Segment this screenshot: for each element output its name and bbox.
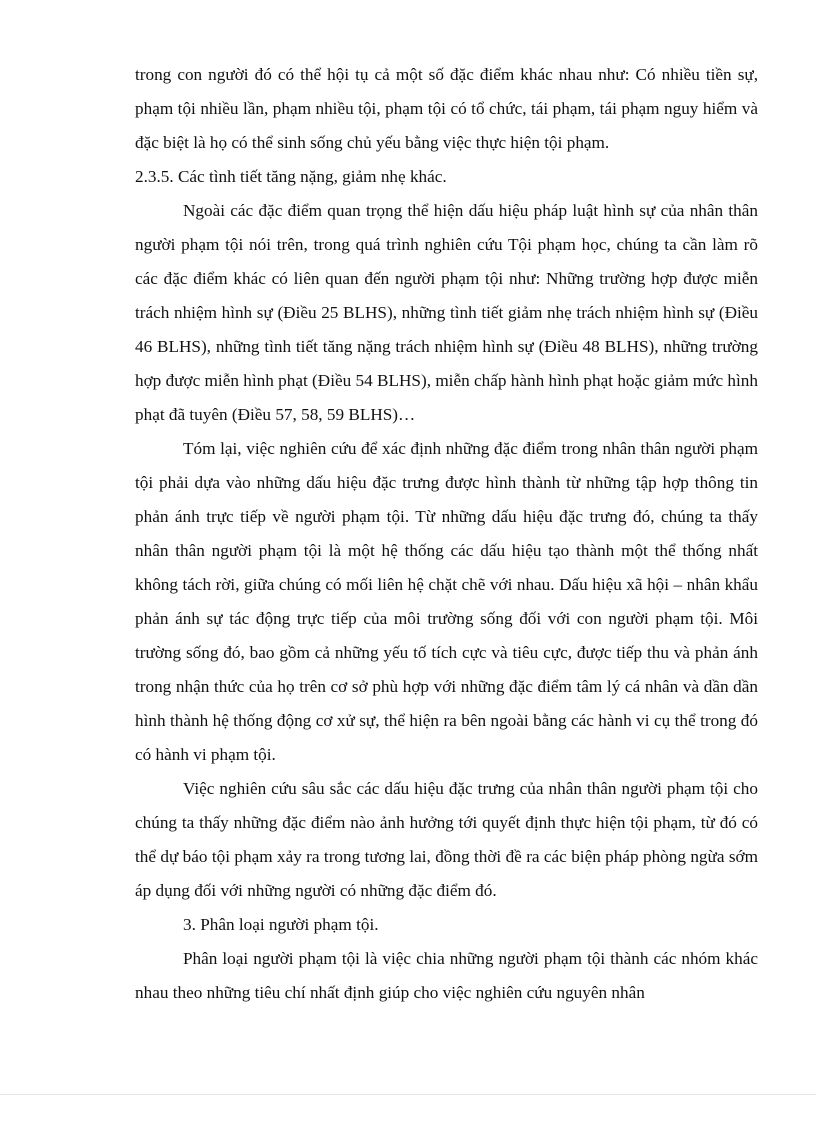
section-heading-2-3-5: 2.3.5. Các tình tiết tăng nặng, giảm nhẹ khác. <box>135 167 447 186</box>
page-bottom-divider <box>0 1094 816 1095</box>
paragraph-classification: Phân loại người phạm tội là việc chia những người phạm tội thành các nhóm khác nhau theo những tiêu chí nhất định giúp cho việc nghiên cứu nguyên nhân <box>135 949 758 1002</box>
section-heading-3: 3. Phân loại người phạm tội. <box>183 915 379 934</box>
paragraph-other-characteristics: Ngoài các đặc điểm quan trọng thể hiện dấu hiệu pháp luật hình sự của nhân thân người phạm tội nói trên, trong quá trình nghiên cứu Tội phạm học, chúng ta cần làm rõ các đặc điểm khác có liên quan đến người phạm tội như: Những trường hợp được miễn trách nhiệm hình sự (Điều 25 BLHS), những tình tiết giảm nhẹ trách nhiệm hình sự (Điều 46 BLHS), những tình tiết tăng nặng trách nhiệm hình sự (Điều 48 BLHS), những trường hợp được miễn hình phạt (Điều 54 BLHS), miễn chấp hành hình phạt hoặc giảm mức hình phạt đã tuyên (Điều 57, 58, 59 BLHS)… <box>135 201 758 424</box>
paragraph-research-significance: Việc nghiên cứu sâu sắc các dấu hiệu đặc trưng của nhân thân người phạm tội cho chúng ta thấy những đặc điểm nào ảnh hưởng tới quyết định thực hiện tội phạm, từ đó có thể dự báo tội phạm xảy ra trong tương lai, đồng thời đề ra các biện pháp phòng ngừa sớm áp dụng đối với những người có những đặc điểm đó. <box>135 779 758 900</box>
paragraph-summary: Tóm lại, việc nghiên cứu để xác định những đặc điểm trong nhân thân người phạm tội phải dựa vào những dấu hiệu đặc trưng được hình thành từ những tập hợp thông tin phản ánh trực tiếp về người phạm tội. Từ những dấu hiệu đặc trưng đó, chúng ta thấy nhân thân người phạm tội là một hệ thống các dấu hiệu tạo thành một thể thống nhất không tách rời, giữa chúng có mối liên hệ chặt chẽ với nhau. Dấu hiệu xã hội – nhân khẩu phản ánh sự tác động trực tiếp của môi trường sống đối với con người phạm tội. Môi trường sống đó, bao gồm cả những yếu tố tích cực và tiêu cực, được tiếp thu và phản ánh trong nhận thức của họ trên cơ sở phù hợp với những đặc điểm tâm lý cá nhân và dần dần hình thành hệ thống động cơ xử sự, thể hiện ra bên ngoài bằng các hành vi cụ thể trong đó có hành vi phạm tội. <box>135 439 758 764</box>
paragraph-continuation: trong con người đó có thể hội tụ cả một số đặc điểm khác nhau như: Có nhiều tiền sự, phạm tội nhiều lần, phạm nhiều tội, phạm tội có tổ chức, tái phạm, tái phạm nguy hiểm và đặc biệt là họ có thể sinh sống chủ yếu bằng việc thực hiện tội phạm. <box>135 65 758 152</box>
document-body <box>135 58 758 1010</box>
